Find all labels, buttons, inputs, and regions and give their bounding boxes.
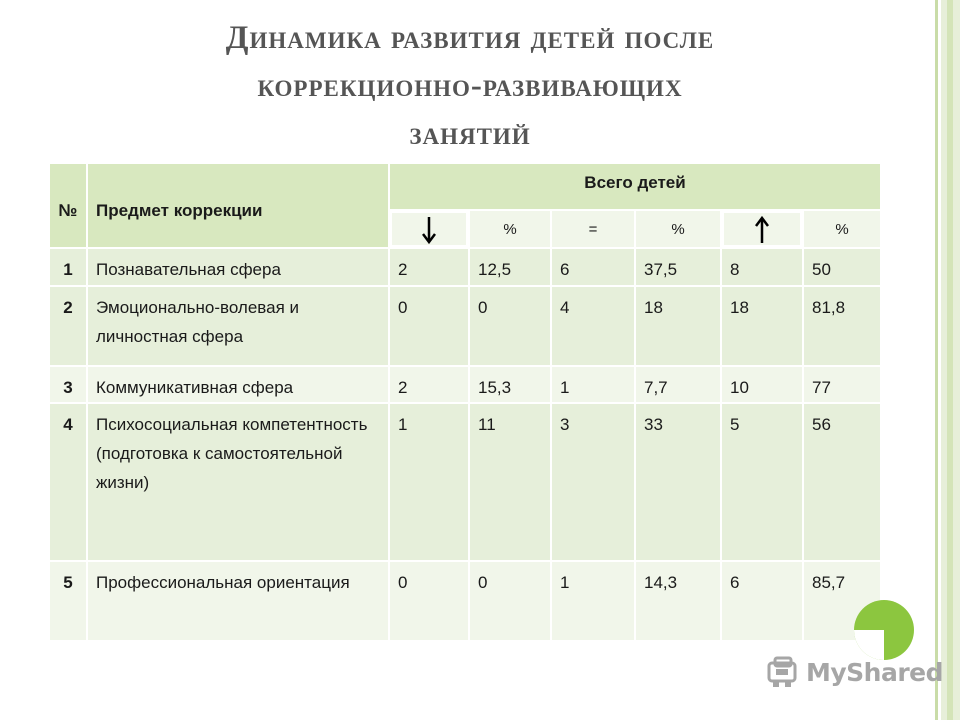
arrow-up-cell <box>722 211 802 247</box>
row-num: 5 <box>49 561 87 641</box>
cell-same-pct: 14,3 <box>635 561 721 641</box>
header-percent-3: % <box>803 210 881 248</box>
title-line-3: занятий <box>409 116 531 152</box>
cell-up: 18 <box>721 286 803 366</box>
title-line-2: коррекционно-развивающих <box>257 68 683 104</box>
cell-down-pct: 11 <box>469 403 551 561</box>
decor-stripe <box>947 0 953 720</box>
header-subject: Предмет коррекции <box>87 163 389 248</box>
myshared-logo-icon <box>766 655 800 689</box>
cell-up-pct: 81,8 <box>803 286 881 366</box>
table-row <box>49 248 881 286</box>
row-subject: Познавательная сфера <box>87 248 389 286</box>
row-num: 3 <box>49 366 87 403</box>
cell-same-pct: 7,7 <box>635 366 721 403</box>
cell-down: 0 <box>389 561 469 641</box>
arrow-down-icon <box>422 215 436 245</box>
row-subject: Эмоционально-волевая и личностная сфера <box>87 286 389 366</box>
cell-down: 0 <box>389 286 469 366</box>
table-row <box>49 403 881 561</box>
row-subject: Психосоциальная компетентность (подготовка к самостоятельной жизни) <box>87 403 389 561</box>
results-table <box>48 162 882 642</box>
row-subject: Профессиональная ориентация <box>87 561 389 641</box>
cell-up-pct: 85,7 <box>803 561 881 641</box>
cell-up-pct: 56 <box>803 403 881 561</box>
cell-same-pct: 33 <box>635 403 721 561</box>
header-percent-2: % <box>635 210 721 248</box>
cell-up: 10 <box>721 366 803 403</box>
header-num: № <box>49 163 87 248</box>
row-num: 4 <box>49 403 87 561</box>
cell-same: 4 <box>551 286 635 366</box>
header-percent-1: % <box>469 210 551 248</box>
title-line-1: Динамика развития детей после <box>225 20 715 56</box>
cell-down: 2 <box>389 248 469 286</box>
watermark-text: MyShared <box>806 657 944 687</box>
cell-down-pct: 0 <box>469 286 551 366</box>
table-row <box>49 561 881 641</box>
cell-down: 1 <box>389 403 469 561</box>
cell-same: 6 <box>551 248 635 286</box>
cell-down-pct: 0 <box>469 561 551 641</box>
cell-up: 8 <box>721 248 803 286</box>
cell-down-pct: 15,3 <box>469 366 551 403</box>
cell-up: 5 <box>721 403 803 561</box>
row-num: 2 <box>49 286 87 366</box>
watermark <box>766 652 943 692</box>
arrow-down-cell <box>390 211 468 247</box>
cell-same-pct: 37,5 <box>635 248 721 286</box>
table-row <box>49 286 881 366</box>
header-row <box>49 163 881 210</box>
cell-up: 6 <box>721 561 803 641</box>
cell-up-pct: 50 <box>803 248 881 286</box>
slide-title <box>60 14 880 158</box>
cell-down: 2 <box>389 366 469 403</box>
table-row <box>49 366 881 403</box>
header-equal: = <box>551 210 635 248</box>
cell-same: 1 <box>551 366 635 403</box>
cell-same: 3 <box>551 403 635 561</box>
header-total: Всего детей <box>389 163 881 210</box>
row-subject: Коммуникативная сфера <box>87 366 389 403</box>
cell-down-pct: 12,5 <box>469 248 551 286</box>
decor-stripe <box>935 0 938 720</box>
cell-up-pct: 77 <box>803 366 881 403</box>
arrow-up-icon <box>755 215 769 245</box>
row-num: 1 <box>49 248 87 286</box>
cell-same: 1 <box>551 561 635 641</box>
cell-same-pct: 18 <box>635 286 721 366</box>
